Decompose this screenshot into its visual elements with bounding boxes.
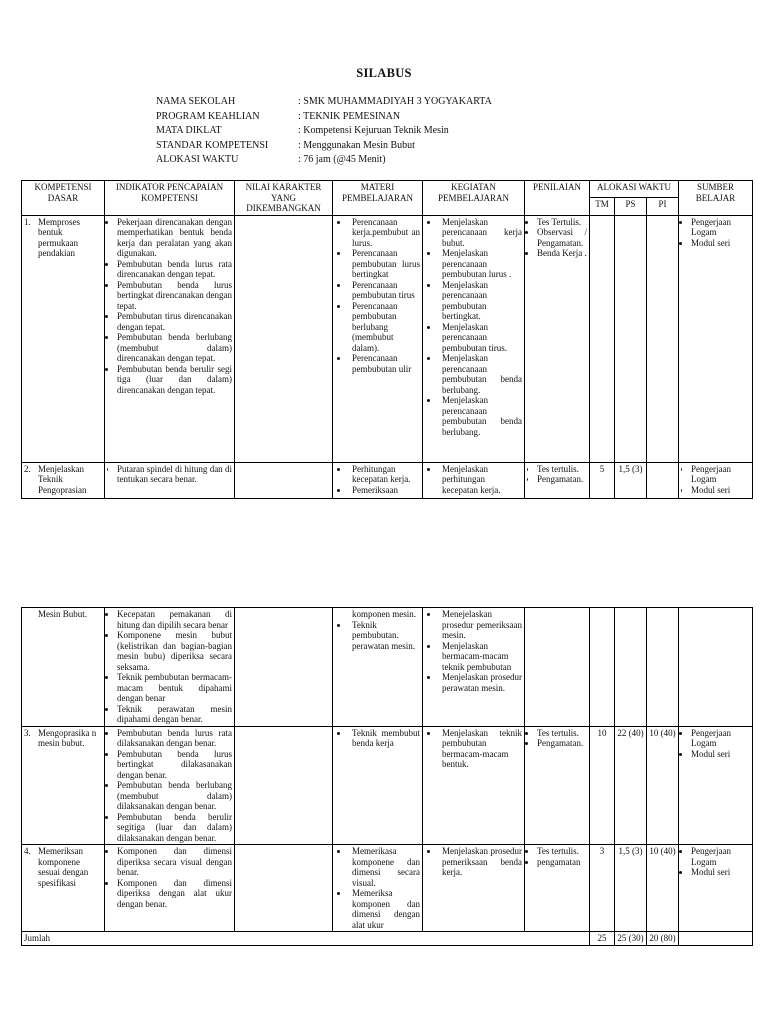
nilai-karakter-cell: [235, 845, 333, 932]
row-number: [24, 609, 38, 620]
indikator-item: • Teknik pembubutan bermacam-macam bentuk dipahami dengan benar: [117, 672, 232, 704]
table-row: [22, 215, 753, 462]
nilai-karakter-cell: [235, 608, 333, 727]
info-row: [156, 124, 492, 139]
penilaian-cell: [525, 726, 590, 845]
kompetensi-dasar-cell: [22, 608, 105, 727]
alokasi-ps: 22 (40): [615, 726, 647, 845]
penilaian-item: • Tes tertulis.: [537, 846, 587, 857]
kegiatan-item: • Menejelaskan prosedur pemeriksaan mesin.: [439, 609, 522, 641]
materi-item: • Memeriksa komponen dan dimensi dengan alat ukur: [349, 888, 420, 930]
penilaian-item: • Tes tertulis.: [537, 464, 587, 475]
table-body-page-1: [22, 215, 753, 498]
kegiatan-item: • Menjelaskan prosedur pemeriksaan benda kerja.: [439, 846, 522, 878]
kompetensi-dasar: [24, 609, 102, 620]
kompetensi-dasar-text: Mesin Bubut.: [38, 609, 88, 619]
penilaian-list: [527, 728, 587, 749]
sumber-item: • Pengerjaan Logam: [691, 846, 750, 867]
indikator-cell: [105, 215, 235, 462]
kegiatan-item: • Menjelaskan perencanaan pembubutan tirus.: [439, 322, 522, 354]
total-ps: 25 (30): [615, 932, 647, 946]
indikator-cell: [105, 726, 235, 845]
info-value: : TEKNIK PEMESINAN: [298, 110, 401, 122]
info-block: [156, 95, 492, 168]
total-label: Jumlah: [22, 932, 590, 946]
indikator-item: • Pembubutan tirus direncanakan dengan tepat.: [117, 311, 232, 332]
table-row: [22, 608, 753, 727]
materi-cell: [333, 462, 423, 498]
alokasi-tm: 3: [590, 845, 615, 932]
kegiatan-item: • Menjelaskan teknik pembubutan bermacam-macam bentuk.: [439, 728, 522, 770]
table-row: [22, 462, 753, 498]
table-body-page-2: [22, 608, 753, 932]
sumber-item: • Pengerjaan Logam: [691, 728, 750, 749]
total-pi: 20 (80): [647, 932, 679, 946]
indikator-item: • Komponene mesin bubut (kelistrikan dan bagian-bagian mesin bubu) diperiksa secara seksama.: [117, 630, 232, 672]
row-number: 2.: [24, 463, 31, 474]
indikator-item: • Pekerjaan direncanakan dengan memperhatikan bentuk benda kerja dan peralatan yang akan digunakan.: [117, 217, 232, 259]
sumber-list: [681, 846, 750, 878]
info-key: MATA DIKLAT: [156, 125, 222, 137]
sumber-item: • Modul seri: [691, 749, 750, 760]
kompetensi-dasar-cell: [22, 462, 105, 498]
sumber-item: • Modul seri: [691, 238, 750, 249]
info-row: [156, 153, 492, 168]
materi-list: [335, 464, 420, 496]
header-alokasi-waktu: ALOKASI WAKTU: [590, 181, 679, 198]
alokasi-pi: 10 (40): [647, 726, 679, 845]
penilaian-item: • Tes Tertulis.: [537, 217, 587, 228]
penilaian-item: • Benda Kerja .: [537, 248, 587, 259]
kegiatan-item: • Menjelaskan perencanaan pembubutan benda berlubang.: [439, 353, 522, 395]
syllabus-table-page-2: [21, 607, 753, 946]
sumber-item: • Pengerjaan Logam: [691, 217, 750, 238]
kegiatan-item: • Menjelaskan perencanaan pembubutan benda berlubang.: [439, 395, 522, 437]
header-sumber-belajar: SUMBER BELAJAR: [679, 181, 753, 216]
kompetensi-dasar-cell: [22, 726, 105, 845]
penilaian-item: • Pengamatan.: [537, 738, 587, 749]
kegiatan-cell: [423, 608, 525, 727]
header-nilai-karakter: NILAI KARAKTER YANG DIKEMBANGKAN: [235, 181, 333, 216]
indikator-item: • Pembubutan benda berlubang (membubut dalam) dilaksanakan dengan benar.: [117, 780, 232, 812]
materi-item: • Perencanaan kerja.pembubut an lurus.: [349, 217, 420, 249]
materi-cell: [333, 215, 423, 462]
info-key: STANDAR KOMPETENSI: [156, 139, 269, 151]
info-value: : Menggunakan Mesin Bubut: [298, 139, 415, 151]
kegiatan-cell: [423, 845, 525, 932]
header-tm: TM: [590, 198, 615, 215]
indikator-item: • Teknik perawatan mesin dipahami dengan benar.: [117, 704, 232, 725]
kompetensi-dasar: [24, 217, 102, 259]
penilaian-cell: [525, 608, 590, 727]
sumber-list: [681, 217, 750, 249]
materi-item: • Perencanaan pembubutan berlubang (membubut dalam).: [349, 301, 420, 354]
alokasi-pi: [647, 608, 679, 727]
materi-cell: [333, 608, 423, 727]
document-title: SILABUS: [356, 66, 412, 80]
materi-item: • Memerikasa komponene dan dimensi secara visual.: [349, 846, 420, 888]
kompetensi-dasar: [24, 464, 102, 496]
info-value: : SMK MUHAMMADIYAH 3 YOGYAKARTA: [298, 96, 492, 107]
alokasi-pi: [647, 462, 679, 498]
indikator-list: [107, 609, 232, 725]
kegiatan-list: [425, 217, 522, 438]
kompetensi-dasar-cell: [22, 845, 105, 932]
kompetensi-dasar: [24, 846, 102, 888]
alokasi-ps: [615, 608, 647, 727]
sumber-cell: [679, 726, 753, 845]
alokasi-tm: 5: [590, 462, 615, 498]
info-row: [156, 95, 492, 110]
total-tm: 25: [590, 932, 615, 946]
kegiatan-list: [425, 728, 522, 770]
kegiatan-item: • Menjelaskan prosedur perawatan mesin.: [439, 672, 522, 693]
total-sumber: [679, 932, 753, 946]
alokasi-tm: [590, 608, 615, 727]
alokasi-ps: 1,5 (3): [615, 462, 647, 498]
penilaian-cell: [525, 462, 590, 498]
kegiatan-list: [425, 609, 522, 693]
materi-continued: komponen mesin.: [352, 609, 416, 619]
info-value: : 76 jam (@45 Menit): [298, 154, 386, 166]
sumber-list: [681, 464, 750, 496]
kompetensi-dasar-text: Memeriksan komponene sesuai dengan spesifikasi: [38, 846, 89, 888]
indikator-cell: [105, 845, 235, 932]
info-key: NAMA SEKOLAH: [156, 96, 236, 107]
kegiatan-cell: [423, 215, 525, 462]
info-row: [156, 110, 492, 125]
info-value: : Kompetensi Kejuruan Teknik Mesin: [298, 125, 449, 137]
materi-list: [335, 728, 420, 749]
total-row: [22, 932, 753, 946]
kegiatan-item: • Menjelaskan perencanaan pembubutan lurus .: [439, 248, 522, 280]
kompetensi-dasar-cell: [22, 215, 105, 462]
kegiatan-list: [425, 464, 522, 496]
info-row: [156, 139, 492, 154]
indikator-item: • Kecepatan pemakanan di hitung dan dipilih secara benar: [117, 609, 232, 630]
header-materi: MATERI PEMBELAJARAN: [333, 181, 423, 216]
header-kompetensi-dasar: KOMPETENSI DASAR: [22, 181, 105, 216]
table-row: [22, 726, 753, 845]
indikator-item: • Pembubutan benda lurus rata dilaksanakan dengan benar.: [117, 728, 232, 749]
sumber-item: • Pengerjaan Logam: [691, 464, 750, 485]
indikator-cell: [105, 608, 235, 727]
materi-list: [335, 620, 420, 652]
materi-item: • Perhitungan kecepatan kerja.: [349, 464, 420, 485]
kegiatan-item: • Menjelaskan perencanaan pembubutan bertingkat.: [439, 280, 522, 322]
penilaian-list: [527, 217, 587, 259]
header-kegiatan: KEGIATAN PEMBELAJARAN: [423, 181, 525, 216]
materi-list: [335, 846, 420, 930]
alokasi-tm: 10: [590, 726, 615, 845]
nilai-karakter-cell: [235, 462, 333, 498]
header-row: [22, 181, 753, 198]
sumber-cell: [679, 608, 753, 727]
materi-item: • Perencanaan pembubutan ulir: [349, 353, 420, 374]
indikator-item: • Komponen dan dimensi diperiksa dengan alat ukur dengan benar.: [117, 878, 232, 910]
kegiatan-item: • Menjelaskan bermacam-macam teknik pembubutan: [439, 641, 522, 673]
materi-list: [335, 217, 420, 375]
row-number: 3.: [24, 727, 31, 738]
indikator-item: • Putaran spindel di hitung dan di tentukan secara benar.: [117, 464, 232, 485]
alokasi-ps: 1,5 (3): [615, 845, 647, 932]
materi-cell: [333, 726, 423, 845]
alokasi-tm: [590, 215, 615, 462]
indikator-list: [107, 217, 232, 396]
sumber-list: [681, 728, 750, 760]
penilaian-cell: [525, 845, 590, 932]
penilaian-list: [527, 846, 587, 867]
indikator-item: • Pembubutan benda berlubang (membubut dalam) direncanakan dengan tepat.: [117, 332, 232, 364]
indikator-item: • Pembubutan benda lurus bertingkat dilakasanakan dengan benar.: [117, 749, 232, 781]
materi-item: • Teknik pembubutan. perawatan mesin.: [349, 620, 420, 652]
table-row: [22, 845, 753, 932]
kegiatan-cell: [423, 726, 525, 845]
kegiatan-item: • Menjelaskan perencanaan kerja bubut.: [439, 217, 522, 249]
info-key: PROGRAM KEAHLIAN: [156, 110, 260, 122]
materi-item: • Perencanaan pembubutan lurus bertingkat: [349, 248, 420, 280]
indikator-list: [107, 846, 232, 909]
sumber-cell: [679, 845, 753, 932]
penilaian-list: [527, 464, 587, 485]
penilaian-item: • Pengamatan.: [537, 474, 587, 485]
kegiatan-cell: [423, 462, 525, 498]
materi-item: • Teknik membubut benda kerja: [349, 728, 420, 749]
kompetensi-dasar: [24, 728, 102, 749]
indikator-item: • Pembubutan benda berulir segitiga (luar dan dalam) dilaksanakan dengan benar.: [117, 812, 232, 844]
indikator-list: [107, 464, 232, 485]
kegiatan-list: [425, 846, 522, 878]
sumber-item: • Modul seri: [691, 485, 750, 496]
nilai-karakter-cell: [235, 215, 333, 462]
penilaian-item: • pengamatan: [537, 857, 587, 868]
indikator-item: • Pembubutan benda berulir segi tiga (luar dan dalam) direncanakan dengan tepat.: [117, 364, 232, 396]
sumber-cell: [679, 462, 753, 498]
penilaian-item: • Observasi / Pengamatan.: [537, 227, 587, 248]
nilai-karakter-cell: [235, 726, 333, 845]
sumber-cell: [679, 215, 753, 462]
kompetensi-dasar-text: Menjelaskan Teknik Pengoprasian: [38, 463, 87, 495]
indikator-list: [107, 728, 232, 844]
materi-item: • Perencanaan pembubutan tirus: [349, 280, 420, 301]
sumber-item: • Modul seri: [691, 867, 750, 878]
penilaian-cell: [525, 215, 590, 462]
materi-item: • Pemeriksaan: [349, 485, 420, 496]
alokasi-pi: 10 (40): [647, 845, 679, 932]
kompetensi-dasar-text: Memproses bentuk permukaan pendakian: [38, 216, 80, 258]
kegiatan-item: • Menjelaskan perhitungan kecepatan kerja.: [439, 464, 522, 496]
info-key: ALOKASI WAKTU: [156, 154, 239, 166]
materi-cell: [333, 845, 423, 932]
header-indikator: INDIKATOR PENCAPAIAN KOMPETENSI: [105, 181, 235, 216]
alokasi-ps: [615, 215, 647, 462]
kompetensi-dasar-text: Mengoprasika n mesin bubut.: [38, 727, 97, 748]
indikator-item: • Pembubutan benda lurus bertingkat direncanakan dengan tepat.: [117, 280, 232, 312]
header-pi: PI: [647, 198, 679, 215]
header-penilaian: PENILAIAN: [525, 181, 590, 216]
indikator-item: • Komponen dan dimensi diperiksa secara visual dengan benar.: [117, 846, 232, 878]
alokasi-pi: [647, 215, 679, 462]
syllabus-table-page-1: [21, 180, 753, 499]
row-number: 1.: [24, 216, 31, 227]
indikator-item: • Pembubutan benda lurus rata direncanakan dengan tepat.: [117, 259, 232, 280]
row-number: 4.: [24, 846, 31, 856]
indikator-cell: [105, 462, 235, 498]
header-ps: PS: [615, 198, 647, 215]
penilaian-item: • Tes tertulis.: [537, 728, 587, 739]
